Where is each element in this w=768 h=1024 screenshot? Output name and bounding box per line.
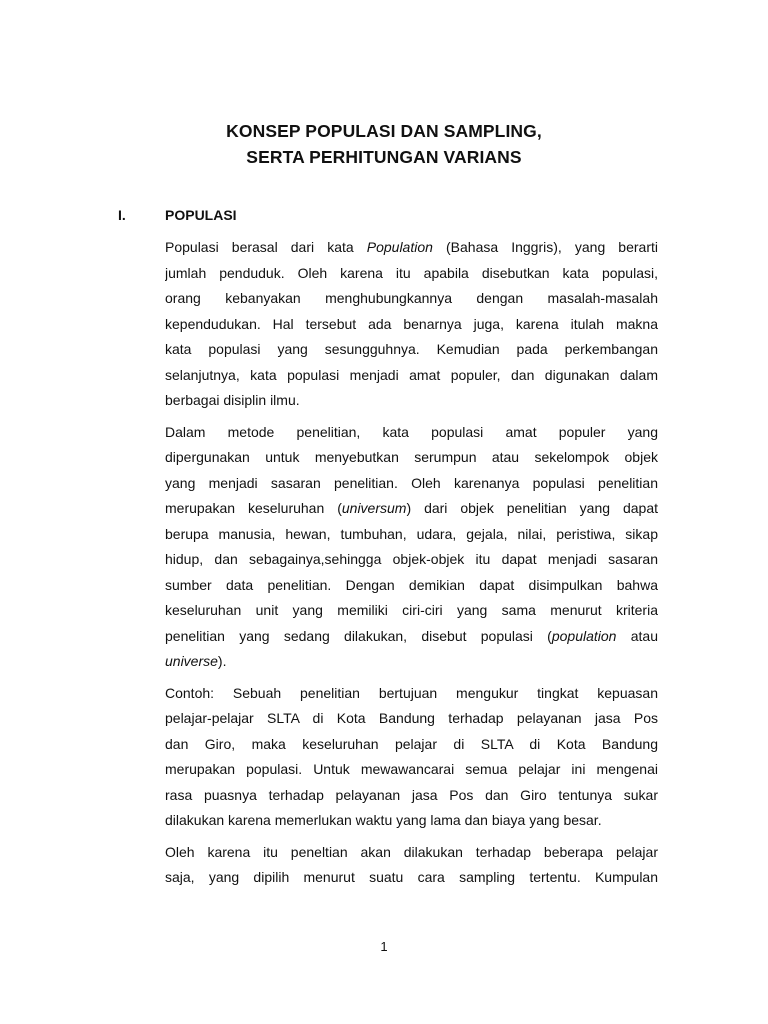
paragraph-line: rasa puasnya terhadap pelayanan jasa Pos dan Giro tentunya sukar	[165, 786, 658, 803]
page-number: 1	[380, 939, 388, 954]
section-title: POPULASI	[165, 207, 237, 223]
paragraph-line: Dalam metode penelitian, kata populasi amat populer yang	[165, 423, 658, 440]
paragraph	[165, 235, 658, 414]
paragraph-line: sumber data penelitian. Dengan demikian dapat disimpulkan bahwa	[165, 576, 658, 593]
paragraph-line: selanjutnya, kata populasi menjadi amat populer, dan digunakan dalam	[165, 366, 658, 383]
paragraph	[165, 840, 658, 891]
title-line-2: SERTA PERHITUNGAN VARIANS	[246, 147, 522, 167]
paragraph-line: dipergunakan untuk menyebutkan serumpun atau sekelompok objek	[165, 449, 658, 465]
italic-term: universe	[165, 653, 218, 669]
section-heading	[118, 205, 237, 225]
paragraph-line: pelajar-pelajar SLTA di Kota Bandung terhadap pelayanan jasa Pos	[165, 710, 658, 726]
paragraph-line: saja, yang dipilih menurut suatu cara sampling tertentu. Kumpulan	[165, 869, 658, 885]
italic-term: Population	[366, 239, 433, 255]
paragraph-line: hidup, dan sebagainya,sehingga objek-objek itu dapat menjadi sasaran	[165, 551, 658, 567]
paragraph-line: penelitian yang sedang dilakukan, disebut populasi (population atau	[165, 627, 658, 644]
paragraph-line: kependudukan. Hal tersebut ada benarnya juga, karena itulah makna	[165, 315, 658, 332]
paragraph	[165, 681, 658, 834]
title-line-1: KONSEP POPULASI DAN SAMPLING,	[226, 121, 542, 141]
paragraph-line: berupa manusia, hewan, tumbuhan, udara, gejala, nilai, peristiwa, sikap	[165, 525, 658, 542]
paragraph-line: merupakan populasi. Untuk mewawancarai semua pelajar ini mengenai	[165, 761, 658, 777]
paragraph-line: jumlah penduduk. Oleh karena itu apabila disebutkan kata populasi,	[165, 264, 658, 281]
paragraph-line: orang kebanyakan menghubungkannya dengan masalah-masalah	[165, 290, 658, 306]
paragraph-line: yang menjadi sasaran penelitian. Oleh karenanya populasi penelitian	[165, 474, 658, 491]
paragraph-line: dan Giro, maka keseluruhan pelajar di SLTA di Kota Bandung	[165, 735, 658, 752]
section-number: I.	[118, 207, 126, 223]
paragraph-line: kata populasi yang sesungguhnya. Kemudian pada perkembangan	[165, 341, 658, 357]
document-title	[0, 118, 768, 170]
body-text	[165, 235, 658, 897]
paragraph-line: berbagai disiplin ilmu.	[165, 392, 300, 408]
italic-term: universum	[341, 500, 407, 516]
paragraph	[165, 420, 658, 675]
paragraph-line: Contoh: Sebuah penelitian bertujuan mengukur tingkat kepuasan	[165, 684, 658, 701]
italic-term: population	[551, 627, 617, 644]
paragraph-line: merupakan keseluruhan (universum) dari objek penelitian yang dapat	[165, 500, 658, 516]
paragraph-line: keseluruhan unit yang memiliki ciri-ciri yang sama menurut kriteria	[165, 602, 658, 618]
paragraph-line: Oleh karena itu peneltian akan dilakukan terhadap beberapa pelajar	[165, 843, 658, 860]
paragraph-line: dilakukan karena memerlukan waktu yang lama dan biaya yang besar.	[165, 812, 602, 828]
paragraph-line: Populasi berasal dari kata Population (Bahasa Inggris), yang berarti	[165, 239, 658, 255]
paragraph-line: universe).	[165, 653, 227, 669]
